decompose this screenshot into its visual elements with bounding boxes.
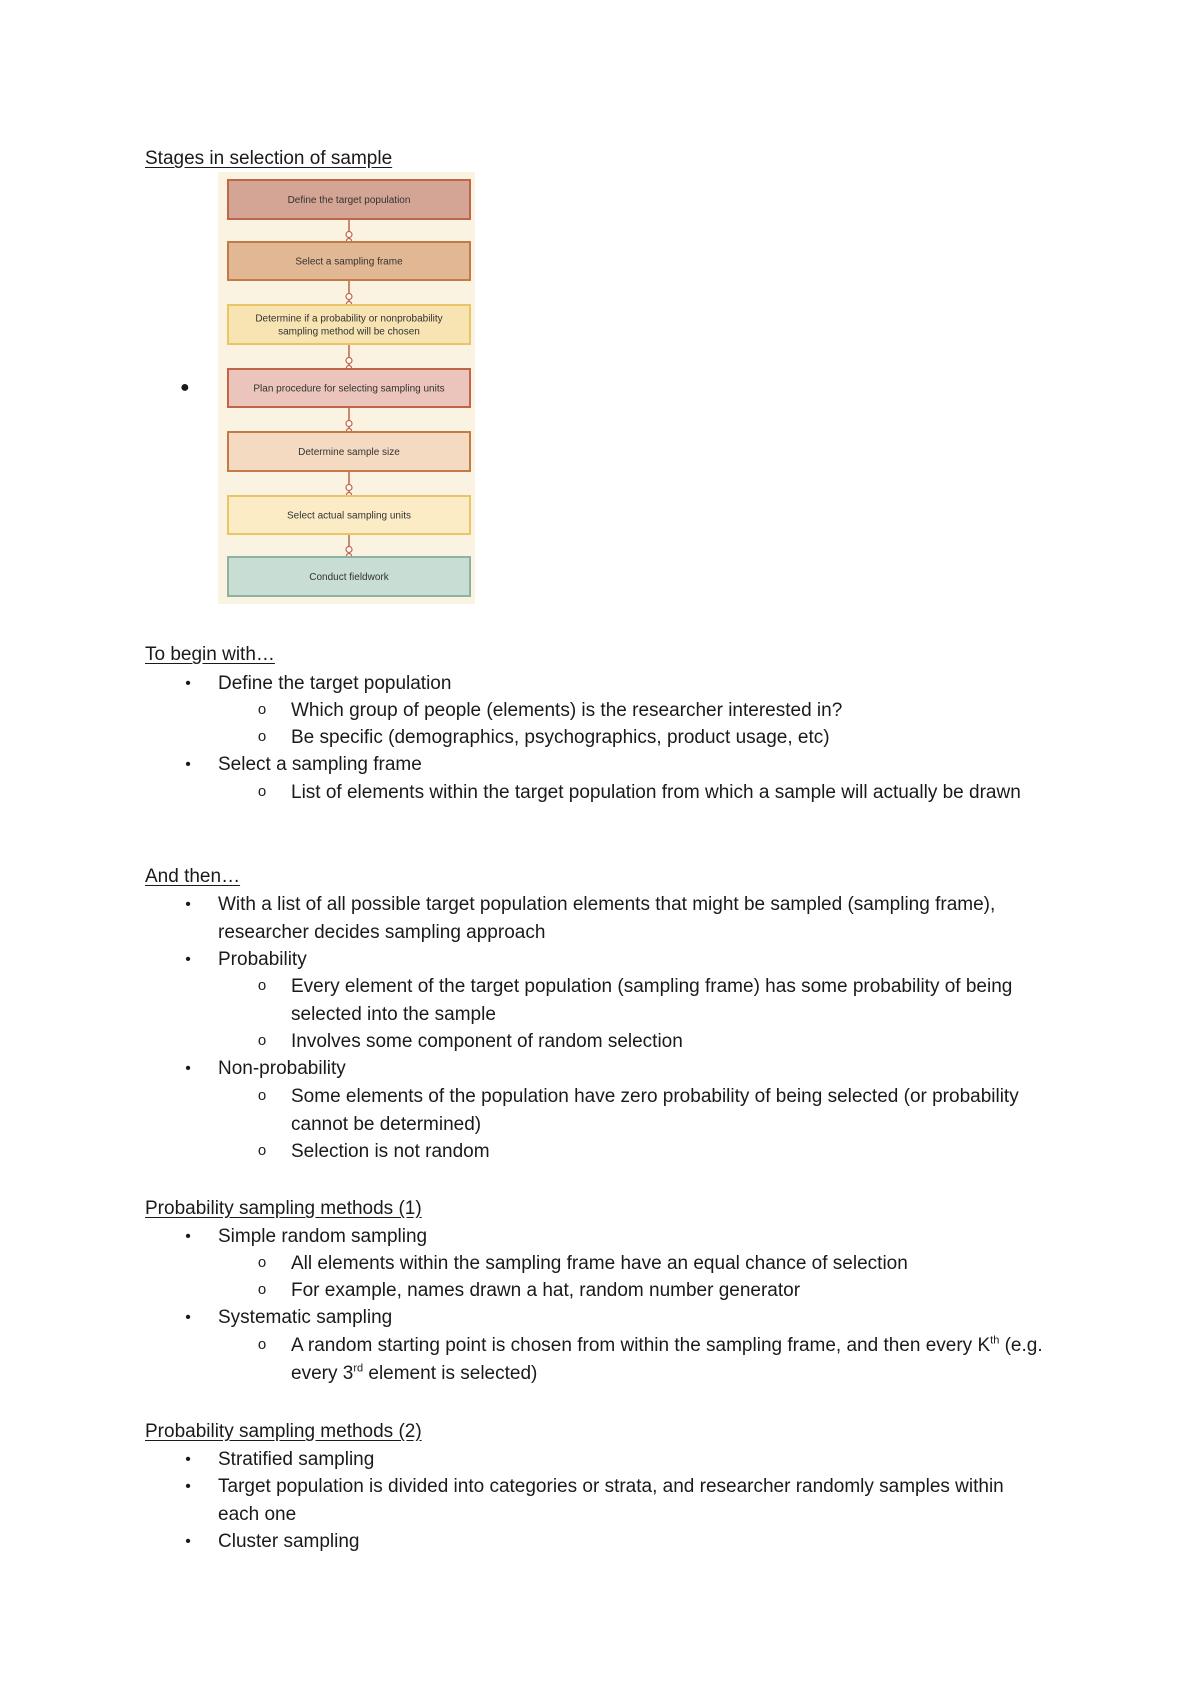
flow-connector-dot bbox=[346, 232, 352, 238]
heading-probability-methods-2: Probability sampling methods (2) bbox=[145, 1421, 422, 1442]
sub-list-item: Which group of people (elements) is the researcher interested in? bbox=[291, 700, 843, 721]
flow-step-label: Conduct fieldwork bbox=[309, 572, 389, 583]
sub-bullet: o bbox=[257, 1281, 267, 1298]
bullet: • bbox=[185, 675, 191, 692]
bullet: • bbox=[185, 951, 191, 968]
sub-list-item bbox=[291, 1332, 1051, 1387]
flow-step-label: Plan procedure for selecting sampling units bbox=[253, 383, 445, 395]
sub-bullet: o bbox=[257, 1254, 267, 1271]
sub-bullet: o bbox=[257, 1087, 267, 1104]
flow-step-label: sampling method will be chosen bbox=[278, 326, 420, 338]
list-item: With a list of all possible target population elements that might be sampled (sampling frame), researcher decides sampling approach bbox=[218, 894, 996, 943]
list-item: Non-probability bbox=[218, 1058, 346, 1079]
flow-connector-dot bbox=[346, 358, 352, 364]
flow-connector-dot bbox=[346, 294, 352, 300]
list-item: Probability bbox=[218, 949, 307, 970]
bullet: • bbox=[185, 1533, 191, 1550]
superscript: th bbox=[990, 1334, 1000, 1347]
sub-bullet: o bbox=[257, 1336, 267, 1353]
heading-to-begin-with: To begin with… bbox=[145, 644, 275, 665]
flow-step-label: Define the target population bbox=[287, 195, 411, 206]
sub-list-item: For example, names drawn a hat, random number generator bbox=[291, 1280, 801, 1301]
sub-list-item: List of elements within the target population from which a sample will actually be drawn bbox=[291, 782, 1021, 803]
text-run: (e.g. every 3 bbox=[291, 1335, 1043, 1384]
sub-list-item: Every element of the target population (sampling frame) has some probability of being selected into the sample bbox=[291, 976, 1013, 1025]
flow-connector-dot bbox=[346, 421, 352, 427]
bullet: • bbox=[185, 896, 191, 913]
sub-list-item: Some elements of the population have zero probability of being selected (or probability cannot be determined) bbox=[291, 1086, 1019, 1135]
list-item: Select a sampling frame bbox=[218, 754, 422, 775]
bullet: • bbox=[185, 756, 191, 773]
flow-step-label: Determine sample size bbox=[298, 447, 400, 458]
sub-bullet: o bbox=[257, 728, 267, 745]
bullet: ● bbox=[180, 379, 190, 396]
stages-flowchart bbox=[218, 172, 475, 604]
flow-step-label: Select a sampling frame bbox=[295, 256, 403, 268]
sub-list-item: Be specific (demographics, psychographics, product usage, etc) bbox=[291, 727, 830, 748]
heading-stages: Stages in selection of sample bbox=[145, 148, 393, 169]
list-item: Define the target population bbox=[218, 673, 452, 694]
bullet: • bbox=[185, 1228, 191, 1245]
sub-list-item: Selection is not random bbox=[291, 1141, 490, 1162]
flow-step-label: Determine if a probability or nonprobability bbox=[255, 313, 443, 325]
sub-bullet: o bbox=[257, 701, 267, 718]
list-item: Systematic sampling bbox=[218, 1307, 393, 1328]
flow-connector-dot bbox=[346, 547, 352, 553]
list-item: Target population is divided into categories or strata, and researcher randomly samples within each one bbox=[218, 1476, 1004, 1525]
flowchart-svg bbox=[218, 172, 475, 604]
list-item: Cluster sampling bbox=[218, 1531, 360, 1552]
sub-list-item: Involves some component of random selection bbox=[291, 1031, 683, 1052]
flow-step-label: Select actual sampling units bbox=[287, 510, 411, 522]
flow-connector-dot bbox=[346, 485, 352, 491]
list-item: Simple random sampling bbox=[218, 1226, 428, 1247]
bullet: • bbox=[185, 1451, 191, 1468]
list-item: Stratified sampling bbox=[218, 1449, 375, 1470]
text-run: element is selected) bbox=[363, 1362, 538, 1384]
text-run: A random starting point is chosen from within the sampling frame, and then every K bbox=[291, 1335, 991, 1356]
bullet: • bbox=[185, 1309, 191, 1326]
superscript: rd bbox=[353, 1362, 364, 1375]
flow-step-box bbox=[228, 305, 470, 344]
sub-bullet: o bbox=[257, 977, 267, 994]
sub-bullet: o bbox=[257, 783, 267, 800]
sub-bullet: o bbox=[257, 1142, 267, 1159]
sub-bullet: o bbox=[257, 1032, 267, 1049]
heading-and-then: And then… bbox=[145, 866, 241, 887]
sub-list-item: All elements within the sampling frame have an equal chance of selection bbox=[291, 1253, 908, 1274]
bullet: • bbox=[185, 1060, 191, 1077]
bullet: • bbox=[185, 1478, 191, 1495]
heading-probability-methods-1: Probability sampling methods (1) bbox=[145, 1198, 422, 1219]
